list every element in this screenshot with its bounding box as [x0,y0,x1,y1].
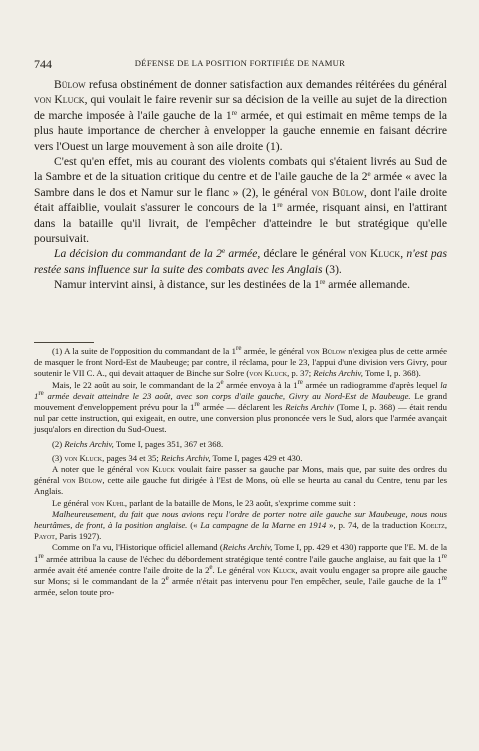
page-number: 744 [34,57,52,71]
running-title: DÉFENSE DE LA POSITION FORTIFIÉE DE NAMUR [134,58,346,68]
footnote-3-note: A noter que le général von Kluck voulait faire passer sa gauche par Mons, mais que, par suite des ordres du général von Bülow, cette aile gauche fut dirigée à l'Est de Mons, où elle se heurta au canal du Centre, tenu par les Anglais. [34,464,447,497]
footnote-rule [34,342,94,343]
footnote-3-quote: Malheureusement, du fait que nous avions reçu l'ordre de porter notre aile gauche sur Maubeuge, nous nous heurtâmes, de front, à la position anglaise. (« La campagne de la Marne en 1914 », p. 74, de la traduction Koeltz, Payot, Paris 1927). [34,508,447,542]
paragraph-3: La décision du commandant de la 2e armée, déclare le général von Kluck, n'est pas restée sans influence sur la suite des combats avec les Anglais (3). [34,247,447,276]
footnote-3-history: Comme on l'a vu, l'Historique officiel allemand (Reichs Archiv, Tome I, pp. 429 et 430) rapporte que l'E. M. de la 1re armée attribua la cause de l'échec du débordement stratégique tenté contre l'aile gauche anglaise, au fait que la 1re armée avait été amenée contre l'aile droite de la 2e. Le général von Kluck, avait voulu engager sa propre aile gauche sur Mons; si le commandant de la 2e armée n'était pas intervenu pour l'en empêcher, seule, l'aile gauche de la 1re armée, selon toute pro- [34,542,448,598]
paragraph-4: Namur intervint ainsi, à distance, sur les destinées de la 1re armée allemande. [54,278,411,292]
footnote-3-kuhl: Le général von Kuhl, parlant de la bataille de Mons, le 23 août, s'exprime comme suit : [52,497,356,508]
main-text [34,77,447,293]
page-header [34,57,446,71]
footnote-3: (3) von Kluck, pages 34 et 35; Reichs Archiv, Tome I, pages 429 et 430. [52,452,303,463]
footnote-1: (1) A la suite de l'opposition du commandant de la 1re armée, le général von Bülow n'exigea plus de cette armée de masquer le front Nord-Est de Maubeuge; par contre, il réclama, pour le 23, l'appui d'une division vers Givry, pour soutenir le VII C. A., qui devait attaquer de Binche sur Solre (von Kluck, p. 37; Reichs Archiv, Tome I, p. 368). [34,344,447,379]
paragraph-1: Bülow refusa obstinément de donner satisfaction aux demandes réitérées du général von Kluck, qui voulait le faire revenir sur sa décision de la veille au sujet de la direction de marche imposée à l'aile gauche de la 1re armée, et qui estimait en même temps de la plus haute importance de chercher à envelopper la gauche ennemie en faisant décrire vers l'Ouest un large mouvement à son aile droite (1). [34,78,447,153]
footnotes [34,346,447,598]
paragraph-2: C'est qu'en effet, mis au courant des violents combats qui s'étaient livrés au Sud de la Sambre et de la situation critique du centre et de l'aile gauche de la 2e armée « avec la Sambre dans le dos et Namur sur le flanc » (2), le général von Bülow, dont l'aile droite était affaiblie, voulait s'assurer le concours de la 1re armée, risquant ainsi, en l'attirant dans la bataille qu'il livrait, de l'empêcher d'atteindre le but stratégique qu'elle poursuivait. [34,155,448,246]
footnote-2: (2) Reichs Archiv, Tome I, pages 351, 367 et 368. [52,438,224,449]
footnote-1-continued: Mais, le 22 août au soir, le commandant de la 2e armée envoya à la 1re armée un radiogramme d'après lequel la 1re armée devait atteindre le 23 août, avec son corps d'aile gauche, Givry au Nord-Est de Maubeuge. Le grand mouvement d'enveloppement prévu pour la 1re armée — déclarent les Reichs Archiv (Tome I, p. 368) — était rendu nul par cette instruction, qui exigeait, en outre, une conversion plus prononcée vers le Sud, alors que l'armée avançait jusqu'alors en direction du Sud-Ouest. [34,377,447,435]
